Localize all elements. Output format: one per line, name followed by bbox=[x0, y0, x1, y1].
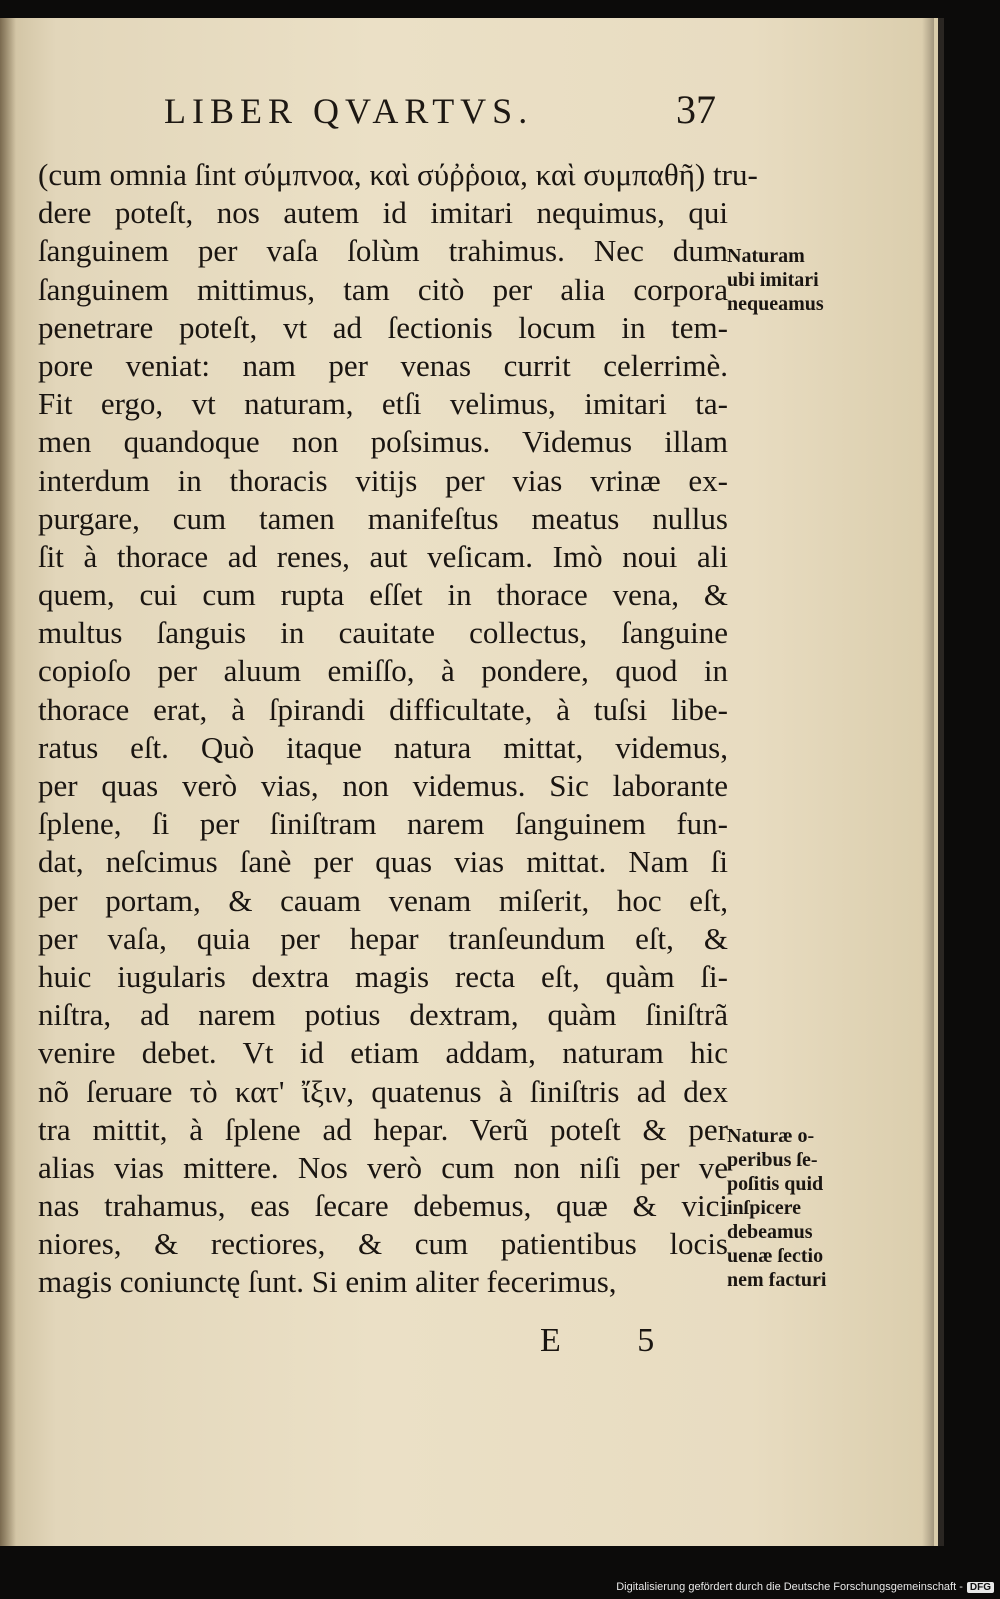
text-line: interdum in thoracis vitijs per vias vrinæ ex- bbox=[38, 462, 728, 498]
text-line: dat, neſcimus ſanè per quas vias mittat. Nam ſi bbox=[38, 844, 728, 880]
text-line: Fit ergo, vt naturam, etſi velimus, imitari ta- bbox=[38, 386, 728, 422]
text-line: quem, cui cum rupta eſſet in thorace vena, & bbox=[38, 577, 728, 613]
text-line: per vaſa, quia per hepar tranſeundum eſt, & bbox=[38, 920, 728, 956]
text-line: ſplene, ſi per ſiniſtram narem ſanguinem fun- bbox=[38, 806, 728, 842]
marginal-note-line: debeamus bbox=[727, 1221, 813, 1243]
text-line: huic iugularis dextra magis recta eſt, quàm ſi- bbox=[38, 958, 728, 994]
text-line: ratus eſt. Quò itaque natura mittat, videmus, bbox=[38, 729, 728, 765]
text-line: per portam, & cauam venam miſerit, hoc eſt, bbox=[38, 882, 728, 918]
text-line: thorace erat, à ſpirandi difficultate, à tuſsi libe- bbox=[38, 691, 728, 727]
text-line: ſanguinem per vaſa ſolùm trahimus. Nec dum bbox=[38, 233, 728, 269]
marginal-note-line: peribus ſe- bbox=[727, 1149, 818, 1171]
marginal-note-line: nem facturi bbox=[727, 1269, 827, 1291]
dfg-logo: DFG bbox=[967, 1582, 994, 1593]
marginal-note-line: Naturam bbox=[727, 245, 805, 267]
text-line: alias vias mittere. Nos verò cum non niſi per ve bbox=[38, 1149, 728, 1185]
digitization-credit bbox=[616, 1581, 994, 1593]
text-line: venire debet. Vt id etiam addam, naturam hic bbox=[38, 1035, 728, 1071]
main-text-block bbox=[38, 156, 758, 1302]
marginal-note-line: ubi imitari bbox=[727, 269, 819, 291]
running-head: LIBER QVARTVS. bbox=[164, 91, 534, 131]
text-line: (cum omnia ſint σύμπνοα, καὶ σύῤῥοια, καὶ συμπαθῆ) tru- bbox=[38, 157, 758, 192]
marginal-note-line: poſitis quid bbox=[727, 1173, 824, 1195]
page-header bbox=[164, 86, 716, 142]
marginal-note-line: inſpicere bbox=[727, 1197, 802, 1219]
credit-text: Digitalisierung gefördert durch die Deutsche Forschungsgemeinschaft - bbox=[616, 1581, 963, 1593]
text-line: magis coniunctę ſunt. Si enim aliter fecerimus, bbox=[38, 1264, 617, 1300]
text-line: nas trahamus, eas ſecare debemus, quæ & vici bbox=[38, 1188, 728, 1224]
text-line: penetrare poteſt, vt ad ſectionis locum in tem- bbox=[38, 309, 728, 345]
signature-mark: E 5 bbox=[540, 1322, 689, 1359]
text-line: niores, & rectiores, & cum patientibus locis bbox=[38, 1226, 728, 1262]
text-line: tra mittit, à ſplene ad hepar. Verũ poteſt & per bbox=[38, 1111, 728, 1147]
text-line: copioſo per aluum emiſſo, à pondere, quod in bbox=[38, 653, 728, 689]
text-line: pore veniat: nam per venas currit celerrimè. bbox=[38, 347, 728, 383]
text-line: ſanguinem mittimus, tam citò per alia corpora bbox=[38, 271, 728, 307]
marginal-note-line: Naturæ o- bbox=[727, 1125, 815, 1147]
text-line: men quandoque non poſsimus. Videmus illam bbox=[38, 424, 728, 460]
page-number: 37 bbox=[676, 87, 716, 132]
text-line: per quas verò vias, non videmus. Sic laborante bbox=[38, 768, 728, 803]
text-line: purgare, cum tamen manifeſtus meatus nullus bbox=[38, 500, 728, 536]
text-line: dere poteſt, nos autem id imitari nequimus, qui bbox=[38, 195, 728, 231]
text-line: multus ſanguis in cauitate collectus, ſanguine bbox=[38, 615, 728, 651]
marginal-note-2 bbox=[727, 1124, 857, 1292]
text-line: niſtra, ad narem potius dextram, quàm ſiniſtrã bbox=[38, 997, 728, 1033]
marginal-note-line: nequeamus bbox=[727, 293, 824, 315]
text-line: nõ ſeruare τὸ κατ' ἴξιν, quatenus à ſiniſtris ad dex bbox=[38, 1073, 728, 1109]
marginal-note-line: uenæ ſectio bbox=[727, 1245, 824, 1267]
text-line: ſit à thorace ad renes, aut veſicam. Imò noui ali bbox=[38, 538, 728, 574]
marginal-note-1 bbox=[727, 244, 857, 316]
book-page bbox=[0, 18, 944, 1546]
